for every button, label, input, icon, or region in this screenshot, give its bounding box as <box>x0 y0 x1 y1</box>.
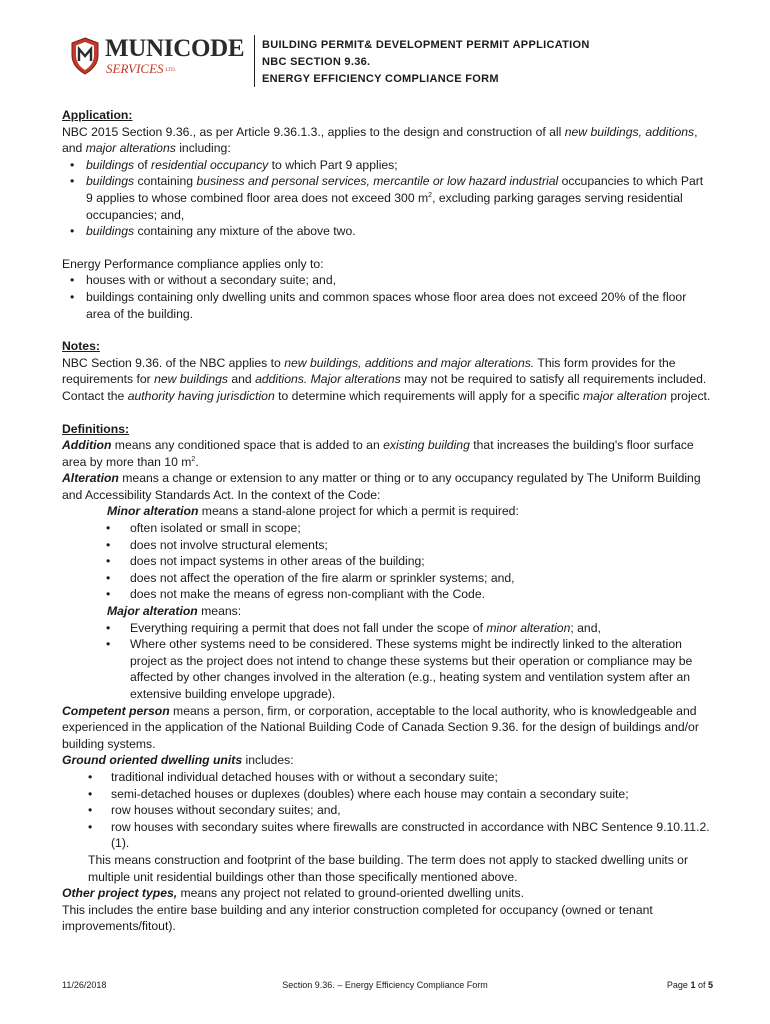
municode-logo <box>70 37 250 77</box>
definition-competent-person: Competent person means a person, firm, or corporation, acceptable to the local authority, who is knowledgeable and experienced in the application of the National Building Code of Canada Section 9.36. for the design of buildings and/or building systems. <box>62 703 699 751</box>
footer-page-number: Page 1 of 5 <box>666 980 713 990</box>
document-body <box>62 107 712 935</box>
application-bullet-3: • buildings containing any mixture of the above two. <box>62 223 712 240</box>
application-intro: NBC 2015 Section 9.36., as per Article 9.36.1.3., applies to the design and construction of all new buildings, additions, and major alterations including: <box>62 124 698 156</box>
definition-ground-oriented: Ground oriented dwelling units includes: <box>62 753 294 768</box>
other-project-note: This includes the entire base building and any interior construction completed for occupancy (owned or tenant improvements/fitout). <box>62 902 653 934</box>
energy-bullet-2: • buildings containing only dwelling units and common spaces whose floor area does not exceed 20% of the floor area of the building. <box>62 289 712 322</box>
form-title-line-1: BUILDING PERMIT& DEVELOPMENT PERMIT APPLICATION <box>262 39 590 51</box>
ground-oriented-note: This means construction and footprint of the base building. The term does not apply to stacked dwelling units or multiple unit residential buildings other than those specifically mentioned above. <box>88 852 689 884</box>
major-alteration-title: Major alteration means: <box>107 604 242 619</box>
header-divider <box>254 35 255 87</box>
application-bullet-1: • buildings of residential occupancy to which Part 9 applies; <box>62 157 712 174</box>
footer-date: 11/26/2018 <box>62 980 107 990</box>
ground-oriented-item: • row houses with secondary suites where firewalls are constructed in accordance with NBC Sentence 9.10.11.2.(1). <box>62 819 712 852</box>
energy-bullet-1: • houses with or without a secondary suite; and, <box>62 272 712 289</box>
major-alteration-item: • Everything requiring a permit that does not fall under the scope of minor alteration; and, <box>62 620 712 637</box>
definitions-heading: Definitions: <box>62 421 130 436</box>
application-bullet-2: • buildings containing business and personal services, mercantile or low hazard industrial occupancies to which Part 9 applies to whose combined floor area does not exceed 300 $m^2$, excluding parking garages serving residential occupancies; and, <box>62 173 712 223</box>
ground-oriented-item: • row houses without secondary suites; and, <box>62 802 712 819</box>
minor-alteration-title: Minor alteration means a stand-alone project for which a permit is required: <box>107 504 519 519</box>
logo-subtitle: SERVICES LTD. <box>106 61 177 76</box>
ground-oriented-item: • semi-detached houses or duplexes (doubles) where each house may contain a secondary suite; <box>62 786 712 803</box>
shield-logo-icon <box>70 37 100 75</box>
form-title-line-2: NBC SECTION 9.36. <box>262 56 371 68</box>
minor-alteration-item: • does not impact systems in other areas of the building; <box>62 553 712 570</box>
form-title-line-3: ENERGY EFFICIENCY COMPLIANCE FORM <box>262 73 499 85</box>
ground-oriented-item: • traditional individual detached houses with or without a secondary suite; <box>62 769 712 786</box>
notes-heading: Notes: <box>62 339 100 354</box>
application-heading: Application: <box>62 108 133 122</box>
definition-addition: Addition means any conditioned space that is added to an existing building that increases the building's floor surface area by more than 10 $m^2$. <box>62 438 694 469</box>
form-title <box>262 37 590 88</box>
definition-alteration: Alteration means a change or extension to any matter or thing or to any occupancy regulated by The Uniform Building and Accessibility Standards Act. In the context of the Code: <box>62 471 701 502</box>
major-alteration-item: • Where other systems need to be considered. These systems might be indirectly linked to the alteration project as the project does not intend to change these systems but their operation or compliance may be affected by other changes involved in the alteration (e.g., heating system and ventilation system after an extensive building envelope upgrade). <box>62 636 712 702</box>
definition-other-project-types: Other project types, means any project not related to ground-oriented dwelling units. <box>62 886 525 901</box>
document-header <box>0 0 770 100</box>
footer-form-name: Section 9.36. – Energy Efficiency Compliance Form <box>282 980 488 990</box>
minor-alteration-item: • does not make the means of egress non-compliant with the Code. <box>62 586 712 603</box>
energy-intro: Energy Performance compliance applies only to: <box>62 256 324 271</box>
logo-wordmark: MUNICODE <box>105 35 245 62</box>
minor-alteration-item: • often isolated or small in scope; <box>62 520 712 537</box>
minor-alteration-item: • does not involve structural elements; <box>62 537 712 554</box>
notes-text: NBC Section 9.36. of the NBC applies to new buildings, additions and major alterations. This form provides for the requirements for new buildings and additions. Major alterations may not be required to satisfy all requirements included. Contact the authority having jurisdiction to determine which requirements will apply for a specific major alteration project. <box>62 355 711 403</box>
minor-alteration-item: • does not affect the operation of the fire alarm or sprinkler systems; and, <box>62 570 712 587</box>
